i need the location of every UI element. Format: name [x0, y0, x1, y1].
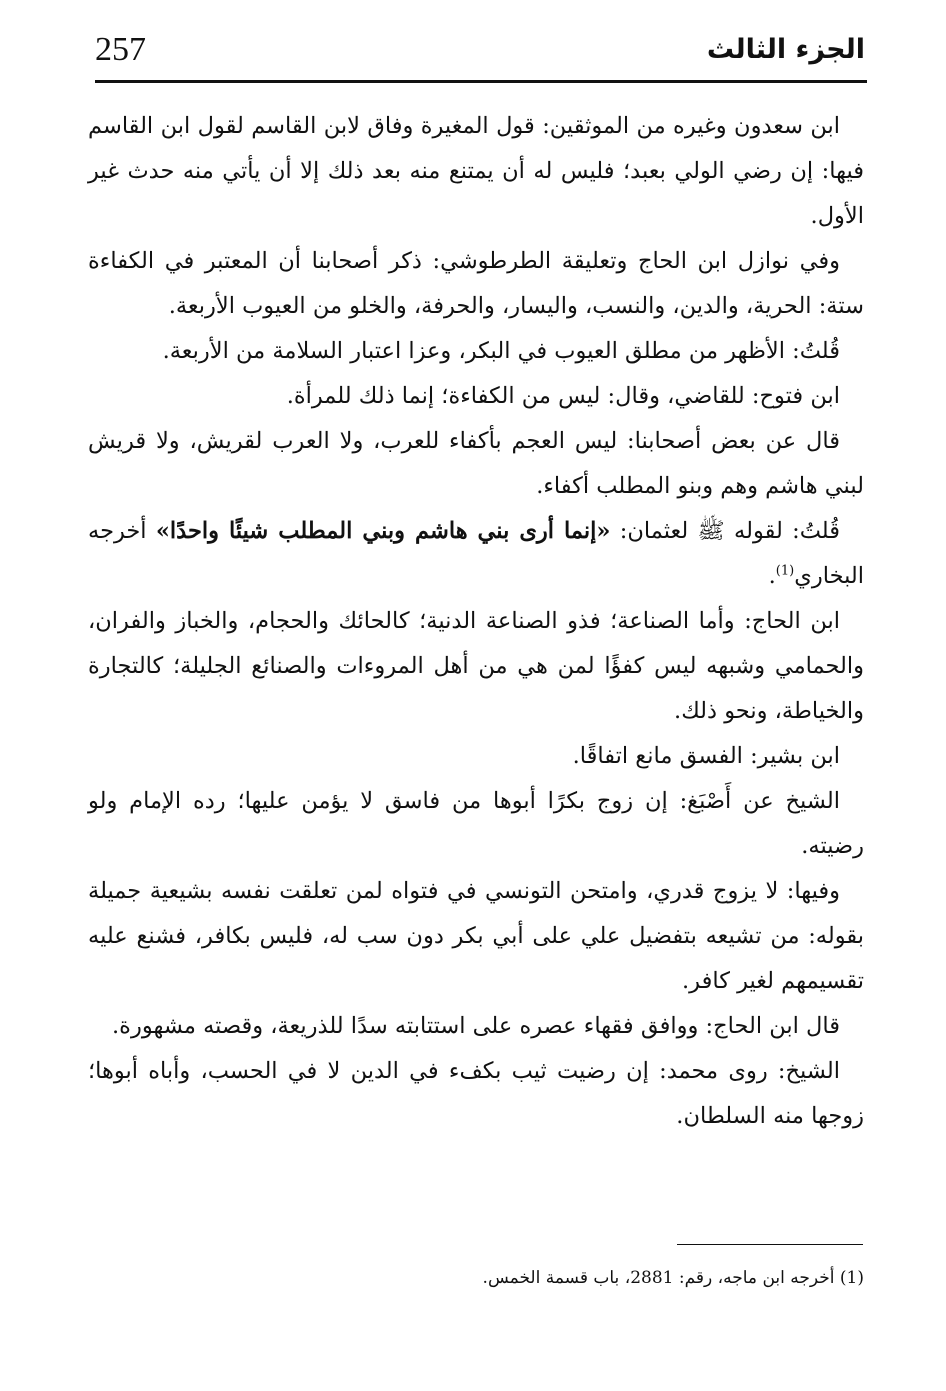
paragraph-text: الشيخ: روى محمد: إن رضيت ثيب بكفء في الدين لا في الحسب، وأباه أبوها؛ زوجها منه السلطان.: [88, 1058, 864, 1129]
paragraph-text: لقوله ﷺ لعثمان:: [610, 518, 793, 544]
paragraph-lead: قُلتُ:: [792, 518, 841, 544]
footnote: [300, 1263, 864, 1293]
paragraph: [88, 1004, 864, 1049]
footnote-number: (1): [839, 1268, 864, 1288]
paragraph-text: ابن بشير: الفسق مانع اتفاقًا.: [572, 743, 840, 769]
paragraph: [88, 239, 864, 329]
paragraph: [88, 869, 864, 1004]
paragraph-lead: قُلتُ:: [792, 338, 840, 364]
paragraph-text: وفي نوازل ابن الحاج وتعليقة الطرطوشي: ذكر أصحابنا أن المعتبر في الكفاءة ستة: الحرية، والدين، والنسب، واليسار، والحرفة، والخلو من العيوب الأربعة.: [88, 248, 864, 319]
paragraph-text: .: [768, 563, 776, 589]
page-header: [95, 28, 865, 78]
paragraph-text: أخرجه البخاري: [88, 518, 864, 589]
footnote-divider: [677, 1244, 863, 1245]
paragraph-text: ابن فتوح: للقاضي، وقال: ليس من الكفاءة؛ إنما ذلك للمرأة.: [286, 383, 840, 409]
paragraph: [88, 329, 864, 374]
hadith-quote: «إنما أرى بني هاشم وبني المطلب شيئًا واحدًا»: [155, 518, 611, 544]
paragraph-text: قال عن بعض أصحابنا: ليس العجم بأكفاء للعرب، ولا العرب لقريش، ولا قريش لبني هاشم وهم وبنو المطلب أكفاء.: [88, 428, 864, 499]
paragraph-text: قال ابن الحاج: ووافق فقهاء عصره على استتابته سدًا للذريعة، وقصته مشهورة.: [112, 1013, 840, 1039]
paragraph-text: وفيها: لا يزوج قدري، وامتحن التونسي في فتواه لمن تعلقت نفسه بشيعية جميلة بقوله: من تشيعه بتفضيل علي على أبي بكر دون سب له، فليس بكافر، فشنع عليه تقسيمهم لغير كافر.: [88, 878, 864, 994]
paragraph: [88, 509, 864, 599]
main-text: [88, 104, 864, 1139]
paragraph: [88, 374, 864, 419]
header-divider: [95, 80, 867, 83]
paragraph: [88, 1049, 864, 1139]
page-number: 257: [95, 31, 146, 68]
paragraph-text: ابن الحاج: وأما الصناعة؛ فذو الصناعة الدنية؛ كالحائك والحجام، والخباز والفران، والحمامي وشبهه ليس كفؤًا لمن هي من أهل المروءات والصنائع الجليلة؛ كالتجارة والخياطة، ونحو ذلك.: [88, 608, 864, 724]
paragraph: [88, 599, 864, 734]
footnote-reference[interactable]: (1): [775, 563, 795, 579]
paragraph-text: الأظهر من مطلق العيوب في البكر، وعزا اعتبار السلامة من الأربعة.: [162, 338, 793, 364]
paragraph-text: ابن سعدون وغيره من الموثقين: قول المغيرة وفاق لابن القاسم لقول ابن القاسم فيها: إن رضي الولي بعبد؛ فليس له أن يمتنع منه بعد ذلك إلا أن يأتي منه حدث غير الأول.: [88, 113, 864, 229]
paragraph: [88, 734, 864, 779]
running-title: الجزء الثالث: [706, 34, 865, 65]
footnote-text: أخرجه ابن ماجه، رقم: 2881، باب قسمة الخمس.: [482, 1268, 840, 1288]
paragraph: [88, 104, 864, 239]
paragraph: [88, 779, 864, 869]
paragraph: [88, 419, 864, 509]
paragraph-text: الشيخ عن أَصْبَغ: إن زوج بكرًا أبوها من فاسق لا يؤمن عليها؛ رده الإمام ولو رضيته.: [88, 788, 864, 859]
